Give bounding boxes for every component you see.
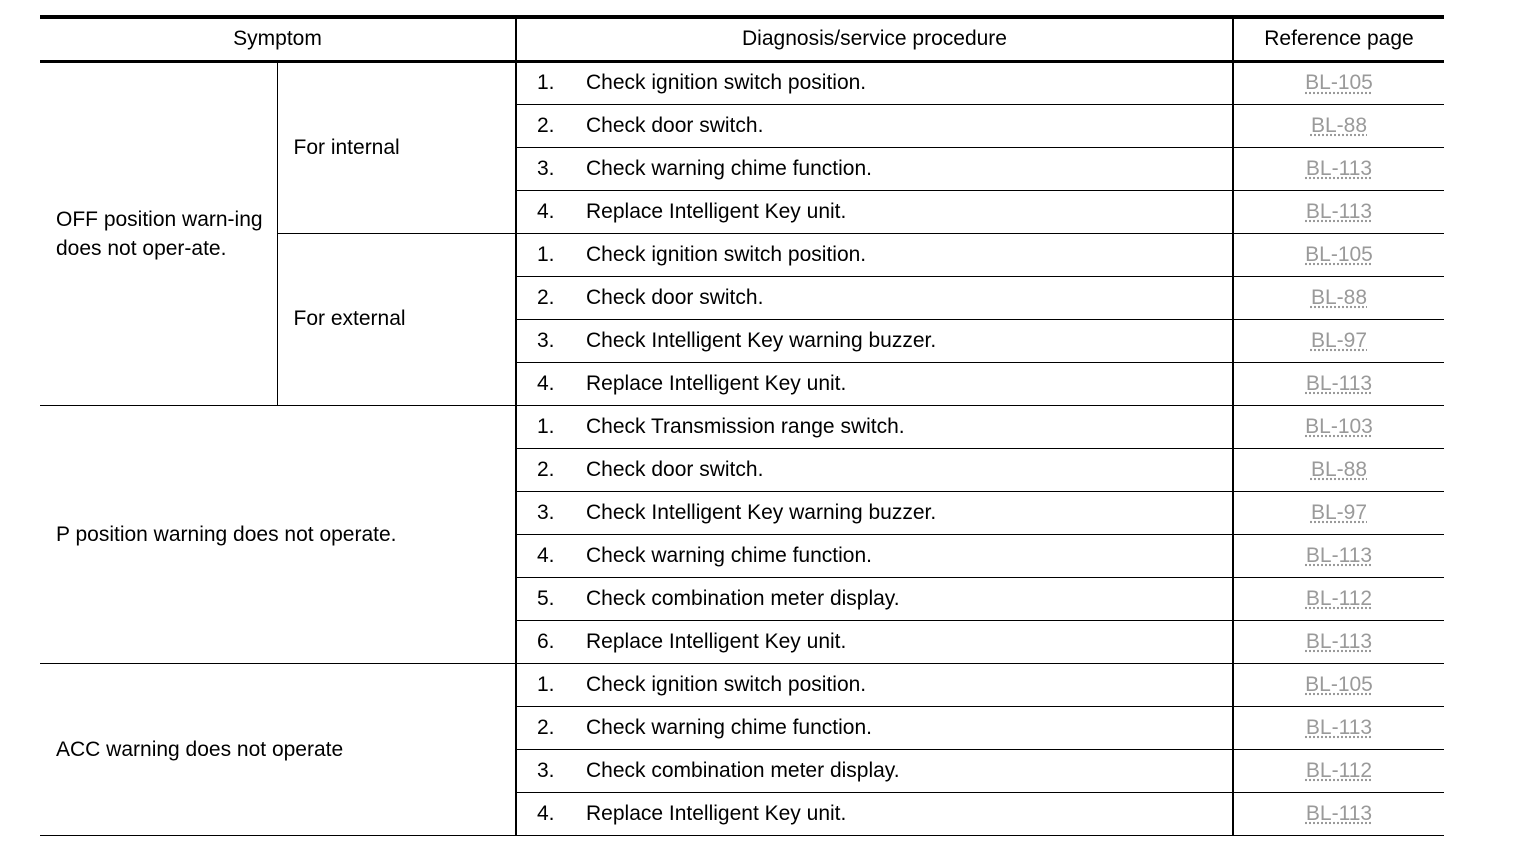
step-text: Check Intelligent Key warning buzzer. bbox=[586, 319, 1233, 362]
step-text: Check door switch. bbox=[586, 104, 1233, 147]
reference-link[interactable]: BL-97 bbox=[1310, 328, 1368, 352]
reference-link[interactable]: BL-113 bbox=[1305, 715, 1373, 739]
reference-link[interactable]: BL-88 bbox=[1310, 285, 1368, 309]
step-number: 6. bbox=[516, 620, 586, 663]
subgroup-for-internal: For internal bbox=[277, 61, 516, 233]
step-number: 4. bbox=[516, 534, 586, 577]
step-text: Replace Intelligent Key unit. bbox=[586, 190, 1233, 233]
reference-cell bbox=[1233, 448, 1444, 491]
reference-link[interactable]: BL-88 bbox=[1310, 113, 1368, 137]
step-text: Check warning chime function. bbox=[586, 534, 1233, 577]
reference-link[interactable]: BL-105 bbox=[1305, 672, 1373, 696]
reference-link[interactable]: BL-113 bbox=[1305, 156, 1373, 180]
reference-cell bbox=[1233, 319, 1444, 362]
step-text: Check door switch. bbox=[586, 276, 1233, 319]
step-number: 1. bbox=[516, 663, 586, 706]
header-symptom: Symptom bbox=[40, 17, 516, 61]
reference-cell bbox=[1233, 577, 1444, 620]
step-number: 5. bbox=[516, 577, 586, 620]
table-row bbox=[40, 61, 1444, 104]
reference-cell bbox=[1233, 233, 1444, 276]
step-number: 2. bbox=[516, 448, 586, 491]
step-number: 3. bbox=[516, 749, 586, 792]
header-reference: Reference page bbox=[1233, 17, 1444, 61]
symptom-acc: ACC warning does not operate bbox=[40, 663, 516, 835]
reference-link[interactable]: BL-88 bbox=[1310, 457, 1368, 481]
reference-link[interactable]: BL-113 bbox=[1305, 543, 1373, 567]
step-text: Replace Intelligent Key unit. bbox=[586, 362, 1233, 405]
reference-cell bbox=[1233, 749, 1444, 792]
symptom-p-position: P position warning does not operate. bbox=[40, 405, 516, 663]
reference-cell bbox=[1233, 491, 1444, 534]
step-text: Check Transmission range switch. bbox=[586, 405, 1233, 448]
step-text: Check combination meter display. bbox=[586, 749, 1233, 792]
table-row bbox=[40, 405, 1444, 448]
step-text: Check ignition switch position. bbox=[586, 663, 1233, 706]
table-row bbox=[40, 663, 1444, 706]
step-text: Check warning chime function. bbox=[586, 706, 1233, 749]
reference-link[interactable]: BL-113 bbox=[1305, 371, 1373, 395]
reference-cell bbox=[1233, 61, 1444, 104]
step-number: 1. bbox=[516, 233, 586, 276]
reference-cell bbox=[1233, 190, 1444, 233]
symptom-off-position: OFF position warn-ing does not oper-ate. bbox=[40, 61, 277, 405]
step-number: 4. bbox=[516, 190, 586, 233]
step-text: Check door switch. bbox=[586, 448, 1233, 491]
step-text: Replace Intelligent Key unit. bbox=[586, 792, 1233, 835]
step-number: 3. bbox=[516, 147, 586, 190]
step-text: Check combination meter display. bbox=[586, 577, 1233, 620]
reference-cell bbox=[1233, 620, 1444, 663]
reference-link[interactable]: BL-112 bbox=[1305, 758, 1373, 782]
reference-link[interactable]: BL-103 bbox=[1305, 414, 1373, 438]
step-text: Replace Intelligent Key unit. bbox=[586, 620, 1233, 663]
diagnosis-table bbox=[40, 15, 1444, 836]
step-number: 2. bbox=[516, 104, 586, 147]
step-number: 3. bbox=[516, 491, 586, 534]
reference-cell bbox=[1233, 792, 1444, 835]
reference-cell bbox=[1233, 362, 1444, 405]
reference-link[interactable]: BL-113 bbox=[1305, 629, 1373, 653]
step-text: Check ignition switch position. bbox=[586, 233, 1233, 276]
reference-cell bbox=[1233, 104, 1444, 147]
reference-cell bbox=[1233, 534, 1444, 577]
reference-cell bbox=[1233, 405, 1444, 448]
step-number: 2. bbox=[516, 276, 586, 319]
reference-cell bbox=[1233, 276, 1444, 319]
reference-cell bbox=[1233, 663, 1444, 706]
step-number: 4. bbox=[516, 362, 586, 405]
step-number: 2. bbox=[516, 706, 586, 749]
reference-link[interactable]: BL-113 bbox=[1305, 199, 1373, 223]
reference-link[interactable]: BL-105 bbox=[1305, 242, 1373, 266]
reference-link[interactable]: BL-112 bbox=[1305, 586, 1373, 610]
reference-link[interactable]: BL-105 bbox=[1305, 71, 1373, 94]
step-number: 1. bbox=[516, 405, 586, 448]
step-number: 3. bbox=[516, 319, 586, 362]
step-number: 1. bbox=[516, 61, 586, 104]
header-row bbox=[40, 17, 1444, 61]
reference-link[interactable]: BL-113 bbox=[1305, 801, 1373, 825]
reference-link[interactable]: BL-97 bbox=[1310, 500, 1368, 524]
reference-cell bbox=[1233, 706, 1444, 749]
header-procedure: Diagnosis/service procedure bbox=[516, 17, 1233, 61]
step-number: 4. bbox=[516, 792, 586, 835]
step-text: Check warning chime function. bbox=[586, 147, 1233, 190]
step-text: Check ignition switch position. bbox=[586, 61, 1233, 104]
subgroup-for-external: For external bbox=[277, 233, 516, 405]
step-text: Check Intelligent Key warning buzzer. bbox=[586, 491, 1233, 534]
reference-cell bbox=[1233, 147, 1444, 190]
